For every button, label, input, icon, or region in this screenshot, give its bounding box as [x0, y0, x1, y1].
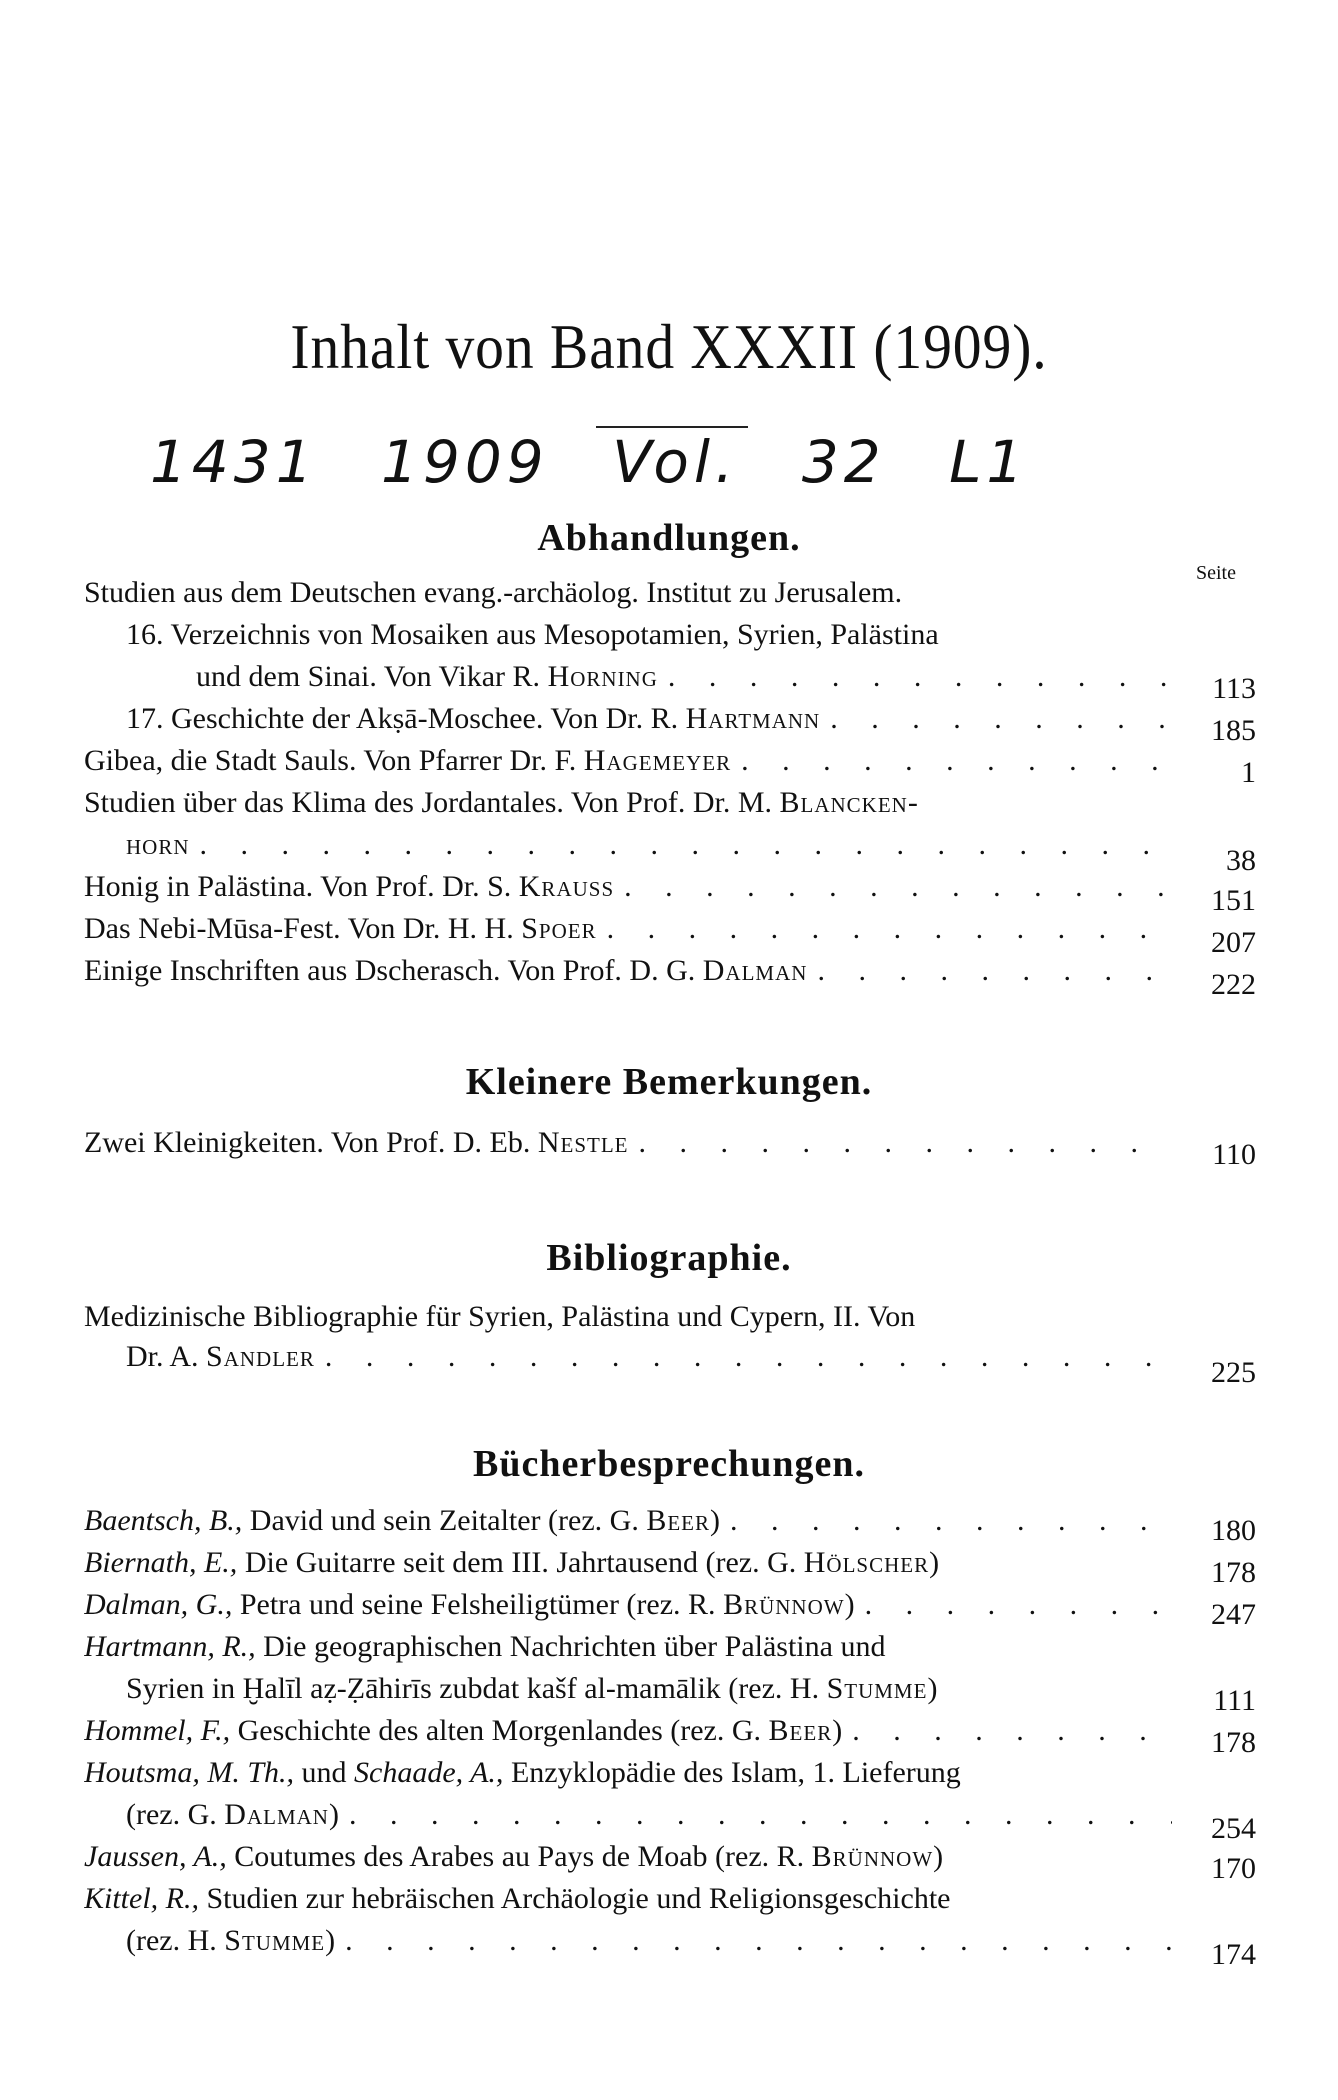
entry-text: Medizinische Bibliographie für Syrien, Palästina und Cypern, II. Von [84, 1300, 916, 1333]
entry-text: Studien über das Klima des Jordantales. Von Prof. Dr. M. [84, 786, 772, 819]
entry-text: Petra und seine Felsheiligtümer (rez. R. [239, 1588, 716, 1621]
entry-text: Coutumes des Arabes au Pays de Moab (rez. R. [234, 1840, 805, 1873]
page-number: 178 [1211, 1726, 1256, 1759]
toc-entry [84, 786, 1172, 826]
page-number: 207 [1211, 926, 1256, 959]
entry-author: horn [126, 828, 190, 861]
entry-author: Blancken- [779, 786, 919, 819]
leader-dots [865, 1588, 1172, 1622]
entry-text: Zwei Kleinigkeiten. Von Prof. D. Eb. [84, 1126, 531, 1159]
entry-reviewed-author: Hommel, F., [84, 1714, 231, 1747]
entry-reviewer: Hölscher [803, 1546, 930, 1579]
toc-entry[interactable] [84, 954, 1172, 994]
entry-close: ) [927, 1672, 938, 1705]
entry-close: ) [832, 1714, 843, 1747]
leader-dots [817, 954, 1172, 988]
toc-entry[interactable] [84, 1840, 1172, 1880]
page-number: 111 [1213, 1684, 1256, 1717]
entry-text: Die Guitarre seit dem III. Jahrtausend (rez. G. [244, 1546, 797, 1579]
entry-author: Hartmann [685, 702, 821, 735]
seite-label: Seite [1196, 562, 1236, 584]
entry-text: Das Nebi-Mūsa-Fest. Von Dr. H. H. [84, 912, 514, 945]
toc-entry[interactable] [84, 1588, 1172, 1628]
page-number: 170 [1211, 1852, 1256, 1885]
entry-reviewer: Stumme [826, 1672, 928, 1705]
toc-entry[interactable] [84, 870, 1172, 910]
entry-close: ) [933, 1840, 944, 1873]
leader-dots [607, 912, 1172, 946]
entry-text: (rez. H. [126, 1924, 217, 1957]
entry-text: 17. Geschichte der Akṣā-Moschee. Von Dr. R. [126, 702, 679, 735]
section-buecherbesprechungen: Bücherbesprechungen. [473, 1443, 865, 1485]
entry-text: 16. Verzeichnis von Mosaiken aus Mesopotamien, Syrien, Palästina [126, 618, 939, 651]
entry-reviewed-author: Jaussen, A., [84, 1840, 227, 1873]
entry-text: Honig in Palästina. Von Prof. Dr. S. [84, 870, 512, 903]
page-number: 38 [1226, 844, 1256, 877]
toc-entry [84, 1300, 1172, 1340]
page-number: 113 [1212, 672, 1256, 705]
entry-author: Hagemeyer [583, 744, 732, 777]
entry-reviewer: Beer [768, 1714, 833, 1747]
page-number: 180 [1211, 1514, 1256, 1547]
toc-entry[interactable] [126, 1798, 1172, 1838]
toc-entry[interactable] [84, 1126, 1172, 1166]
leader-dots [349, 1798, 1172, 1832]
entry-reviewed-author: Schaade, A., [354, 1756, 504, 1789]
entry-close: ) [328, 1798, 339, 1831]
page-number: 178 [1211, 1556, 1256, 1589]
page-number: 247 [1211, 1598, 1256, 1631]
toc-entry[interactable] [126, 1924, 1172, 1964]
entry-text: Enzyklopädie des Islam, 1. Lieferung [510, 1756, 961, 1789]
page-number: 151 [1211, 884, 1256, 917]
entry-text: Studien zur hebräischen Archäologie und Religionsgeschichte [206, 1882, 951, 1915]
toc-entry[interactable] [126, 1672, 1172, 1712]
entry-close: ) [325, 1924, 336, 1957]
toc-entry[interactable] [84, 1546, 1172, 1586]
leader-dots [624, 870, 1172, 904]
entry-close: ) [929, 1546, 940, 1579]
leader-dots [325, 1340, 1172, 1374]
entry-author: Spoer [521, 912, 597, 945]
toc-entry[interactable] [84, 744, 1172, 784]
leader-dots [730, 1504, 1172, 1538]
toc-entry[interactable] [84, 1504, 1172, 1544]
page-number: 174 [1211, 1938, 1256, 1971]
page-number: 185 [1211, 714, 1256, 747]
toc-entry[interactable] [84, 1714, 1172, 1754]
toc-entry [126, 618, 1172, 658]
entry-reviewer: Dalman [224, 1798, 329, 1831]
entry-reviewer: Brünnow [723, 1588, 845, 1621]
entry-reviewed-author: Baentsch, B., [84, 1504, 243, 1537]
entry-reviewer: Stumme [224, 1924, 326, 1957]
entry-reviewed-author: Kittel, R., [84, 1882, 199, 1915]
leader-dots [668, 660, 1172, 694]
page-number: 110 [1212, 1138, 1256, 1171]
leader-dots [639, 1126, 1173, 1160]
entry-text: Dr. A. [126, 1340, 199, 1373]
entry-text: Gibea, die Stadt Sauls. Von Pfarrer Dr. F. [84, 744, 577, 777]
entry-reviewer: Beer [646, 1504, 710, 1537]
entry-text: David und sein Zeitalter (rez. G. [249, 1504, 639, 1537]
section-kleinere-bemerkungen: Kleinere Bemerkungen. [465, 1061, 873, 1103]
toc-entry[interactable] [126, 828, 1172, 868]
toc-entry [84, 1630, 1172, 1670]
entry-author: Krauss [518, 870, 615, 903]
entry-text: Einige Inschriften aus Dscherasch. Von Prof. D. G. [84, 954, 696, 987]
entry-reviewed-author: Biernath, E., [84, 1546, 238, 1579]
page-number: 225 [1211, 1356, 1256, 1389]
entry-text: Die geographischen Nachrichten über Palästina und [263, 1630, 886, 1663]
entry-text: Geschichte des alten Morgenlandes (rez. G. [237, 1714, 762, 1747]
toc-entry[interactable] [126, 1340, 1172, 1380]
entry-text: Studien aus dem Deutschen evang.-archäolog. Institut zu Jerusalem. [84, 576, 903, 609]
toc-entry [84, 576, 1172, 616]
toc-entry [84, 1882, 1172, 1922]
entry-text: und dem Sinai. Von Vikar R. [196, 660, 541, 693]
page-number: 1 [1241, 756, 1256, 789]
entry-reviewed-author: Hartmann, R., [84, 1630, 256, 1663]
leader-dots [200, 828, 1172, 862]
toc-entry[interactable] [196, 660, 1172, 700]
page-number: 254 [1211, 1812, 1256, 1845]
page-title: Inhalt von Band XXXII (1909). [290, 311, 1048, 382]
entry-author: Dalman [702, 954, 808, 987]
toc-entry [84, 1756, 1172, 1796]
page-number: 222 [1211, 968, 1256, 1001]
entry-author: Nestle [537, 1126, 629, 1159]
entry-close: ) [844, 1588, 855, 1621]
entry-text: (rez. G. [126, 1798, 217, 1831]
entry-text: Syrien in Ḫalīl aẓ-Ẓāhirīs zubdat kašf al-mamālik (rez. H. [126, 1672, 820, 1705]
section-abhandlungen: Abhandlungen. [537, 517, 801, 559]
toc-entry[interactable] [84, 912, 1172, 952]
leader-dots [741, 744, 1172, 778]
entry-author: Horning [547, 660, 658, 693]
section-bibliographie: Bibliographie. [546, 1237, 792, 1279]
leader-dots [345, 1924, 1172, 1958]
toc-entry[interactable] [126, 702, 1172, 742]
entry-author: Sandler [206, 1340, 315, 1373]
entry-reviewer: Brünnow [811, 1840, 934, 1873]
leader-dots [830, 702, 1172, 736]
entry-reviewed-author: Dalman, G., [84, 1588, 233, 1621]
entry-text: und [301, 1756, 347, 1789]
entry-reviewed-author: Houtsma, M. Th., [84, 1756, 295, 1789]
leader-dots [852, 1714, 1172, 1748]
handwritten-shelfmark: 1431 1909 Vol. 32 L1 [150, 428, 1029, 496]
entry-close: ) [710, 1504, 720, 1537]
